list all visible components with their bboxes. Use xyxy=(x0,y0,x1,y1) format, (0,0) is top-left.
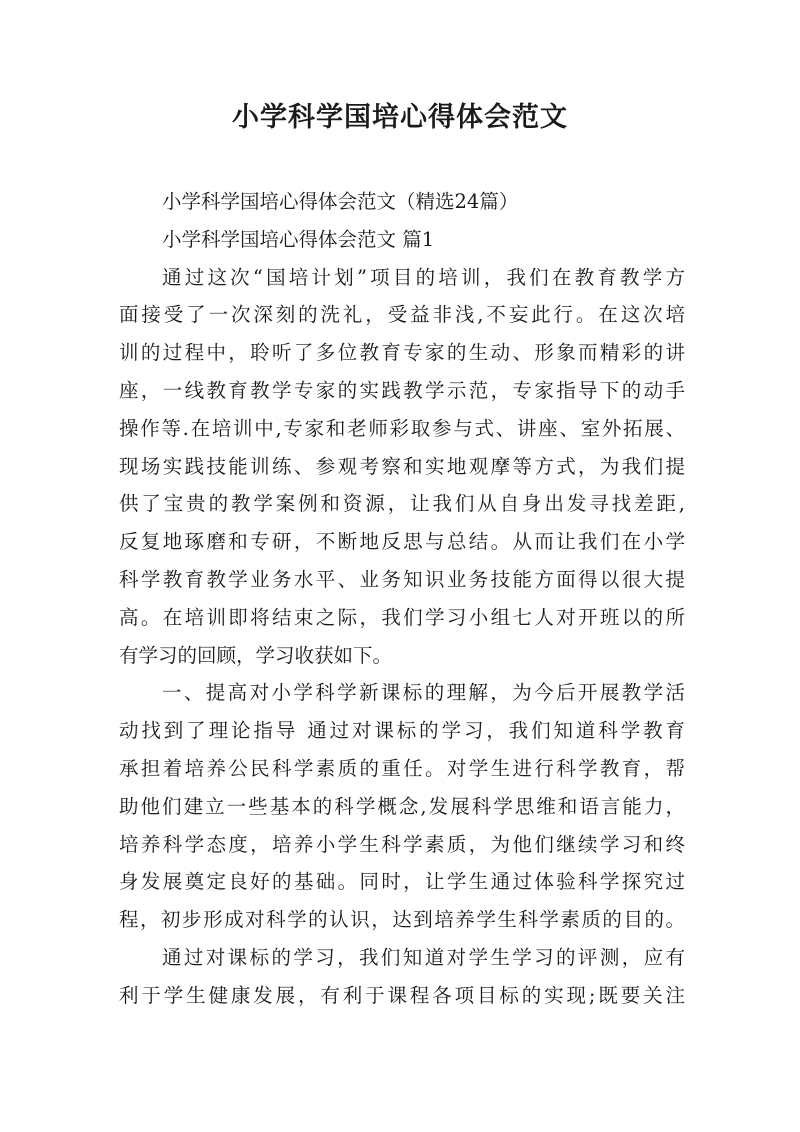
paragraph-line: 高。在培训即将结束之际，我们学习小组七人对开班以的所 xyxy=(119,605,685,629)
document-subtitle: 小学科学国培心得体会范文（精选24篇） xyxy=(162,190,519,213)
paragraph-line: 现场实践技能训练、参观考察和实地观摩等方式，为我们提 xyxy=(119,454,685,478)
paragraph-line: 有学习的回顾，学习收获如下。 xyxy=(119,643,393,667)
paragraph-line: 座，一线教育教学专家的实践教学示范，专家指导下的动手 xyxy=(119,378,685,402)
paragraph-line: 利于学生健康发展，有利于课程各项目标的实现;既要关注 xyxy=(119,983,685,1007)
paragraph-line: 面接受了一次深刻的洗礼，受益非浅,不妄此行。在这次培 xyxy=(119,303,685,327)
document-title: 小学科学国培心得体会范文 xyxy=(232,102,568,133)
paragraph-line: 通过对课标的学习，我们知道对学生学习的评测，应有 xyxy=(162,945,685,969)
paragraph-line: 科学教育教学业务水平、业务知识业务技能方面得以很大提 xyxy=(119,567,685,591)
paragraph-line: 反复地琢磨和专研，不断地反思与总结。从而让我们在小学 xyxy=(119,530,685,554)
paragraph-line: 训的过程中，聆听了多位教育专家的生动、形象而精彩的讲 xyxy=(119,341,685,365)
section-heading: 小学科学国培心得体会范文 篇1 xyxy=(162,227,435,251)
paragraph-line: 一、提高对小学科学新课标的理解，为今后开展教学活 xyxy=(162,681,685,705)
paragraph-line: 培养科学态度，培养小学生科学素质，为他们继续学习和终 xyxy=(119,832,685,856)
paragraph-line: 承担着培养公民科学素质的重任。对学生进行科学教育，帮 xyxy=(119,756,685,780)
paragraph-line: 操作等.在培训中,专家和老师彩取参与式、讲座、室外拓展、 xyxy=(119,416,685,440)
paragraph-line: 程，初步形成对科学的认识，达到培养学生科学素质的目的。 xyxy=(119,908,685,932)
document-body xyxy=(119,183,685,1015)
paragraph-line: 身发展奠定良好的基础。同时，让学生通过体验科学探究过 xyxy=(119,870,685,894)
paragraph-line: 动找到了理论指导 通过对课标的学习，我们知道科学教育 xyxy=(119,719,685,743)
paragraph-line: 供了宝贵的教学案例和资源，让我们从自身出发寻找差距, xyxy=(119,492,685,516)
paragraph-line: 助他们建立一些基本的科学概念,发展科学思维和语言能力， xyxy=(119,794,685,818)
paragraph-line: 通过这次“国培计划”项目的培训，我们在教育教学方 xyxy=(162,265,685,289)
